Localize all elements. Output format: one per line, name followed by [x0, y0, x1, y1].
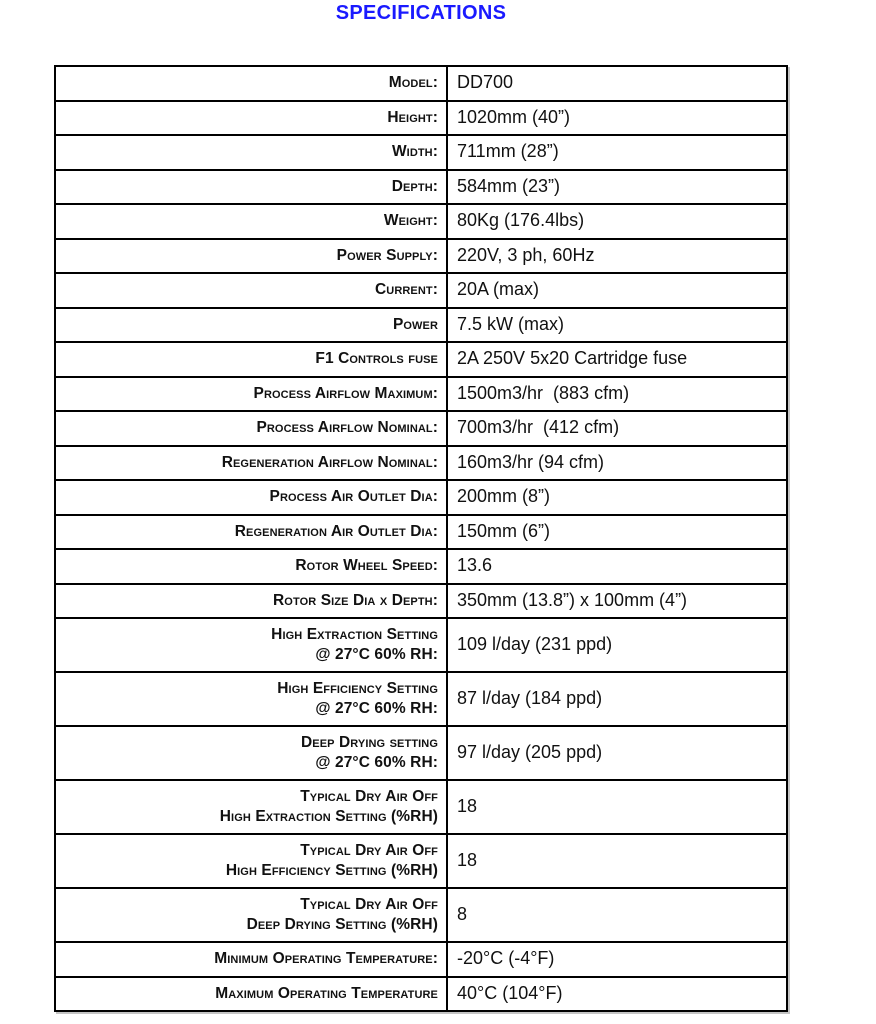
spec-label-line: High Extraction Setting (%RH)	[219, 808, 438, 825]
table-row	[56, 240, 786, 275]
spec-label-line: Width:	[391, 143, 438, 161]
table-row	[56, 673, 786, 727]
spec-label-line: @ 27°C 60% RH:	[315, 646, 438, 663]
spec-value-cell: 2A 250V 5x20 Cartridge fuse	[457, 348, 688, 369]
spec-label-line: Power Supply:	[336, 246, 438, 264]
spec-label-line: Rotor Wheel Speed:	[295, 557, 438, 575]
spec-value-cell: 80Kg (176.4lbs)	[457, 210, 585, 231]
spec-label-line: Depth:	[391, 177, 438, 195]
spec-label-line: Deep Drying setting	[300, 734, 438, 751]
table-row	[56, 781, 786, 835]
spec-label-cell	[56, 274, 448, 307]
spec-label-cell	[56, 412, 448, 445]
spec-label-line: Power	[392, 315, 438, 333]
spec-label-cell	[56, 67, 448, 100]
spec-label-cell	[56, 102, 448, 135]
spec-value-cell: 8	[457, 904, 468, 925]
spec-label-cell	[56, 835, 448, 887]
spec-value-cell: 40°C (104°F)	[457, 982, 563, 1003]
spec-value-cell: 109 l/day (231 ppd)	[457, 634, 613, 655]
spec-value-cell: -20°C (-4°F)	[457, 948, 555, 969]
table-row	[56, 309, 786, 344]
table-row	[56, 889, 786, 943]
spec-label-line: @ 27°C 60% RH:	[315, 754, 438, 771]
table-row	[56, 205, 786, 240]
spec-label-cell	[56, 343, 448, 376]
spec-value-cell: 160m3/hr (94 cfm)	[457, 451, 605, 472]
spec-label-cell	[56, 943, 448, 976]
spec-label-cell	[56, 619, 448, 671]
table-row	[56, 516, 786, 551]
spec-label-line: Process Air Outlet Dia:	[269, 488, 438, 506]
table-row	[56, 585, 786, 620]
spec-value-cell: 584mm (23”)	[457, 175, 561, 196]
spec-label-cell	[56, 781, 448, 833]
table-row	[56, 343, 786, 378]
spec-label-cell	[56, 136, 448, 169]
table-row	[56, 378, 786, 413]
spec-value-cell: 87 l/day (184 ppd)	[457, 688, 603, 709]
spec-label-line: Regeneration Airflow Nominal:	[221, 453, 438, 471]
spec-value-cell: 200mm (8”)	[457, 486, 551, 507]
table-row	[56, 274, 786, 309]
spec-value-cell: 1500m3/hr (883 cfm)	[457, 382, 630, 403]
table-row	[56, 481, 786, 516]
spec-label-cell	[56, 889, 448, 941]
spec-label-line: Deep Drying Setting (%RH)	[246, 916, 438, 933]
table-row	[56, 978, 786, 1011]
spec-value-cell: 13.6	[457, 555, 493, 576]
spec-label-cell	[56, 171, 448, 204]
spec-label-cell	[56, 447, 448, 480]
spec-label-line: F1 Controls fuse	[315, 350, 438, 368]
spec-table	[54, 65, 788, 1012]
table-row	[56, 550, 786, 585]
spec-label-line: Height:	[387, 108, 438, 126]
spec-label-cell	[56, 978, 448, 1011]
spec-label-line: Typical Dry Air Off	[300, 896, 438, 913]
spec-label-line: Process Airflow Maximum:	[253, 384, 438, 402]
spec-label-line: Weight:	[383, 212, 438, 230]
spec-value-cell: 150mm (6”)	[457, 520, 551, 541]
spec-label-line: Typical Dry Air Off	[300, 842, 438, 859]
spec-value-cell: DD700	[457, 72, 514, 93]
table-row	[56, 171, 786, 206]
table-row	[56, 835, 786, 889]
spec-value-cell: 7.5 kW (max)	[457, 313, 565, 334]
table-row	[56, 619, 786, 673]
spec-label-cell	[56, 585, 448, 618]
spec-label-line: Regeneration Air Outlet Dia:	[234, 522, 438, 540]
spec-value-cell: 711mm (28”)	[457, 141, 559, 162]
spec-value-cell: 1020mm (40”)	[457, 106, 571, 127]
page-title: SPECIFICATIONS	[335, 2, 507, 24]
spec-label-line: High Efficiency Setting	[277, 680, 438, 697]
spec-label-cell	[56, 673, 448, 725]
spec-label-cell	[56, 309, 448, 342]
spec-label-line: High Extraction Setting	[271, 626, 438, 643]
table-row	[56, 447, 786, 482]
spec-value-cell: 20A (max)	[457, 279, 540, 300]
table-row	[56, 943, 786, 978]
table-row	[56, 136, 786, 171]
spec-label-cell	[56, 481, 448, 514]
spec-label-line: Typical Dry Air Off	[300, 788, 438, 805]
spec-label-cell	[56, 378, 448, 411]
spec-label-cell	[56, 240, 448, 273]
spec-label-cell	[56, 550, 448, 583]
spec-value-cell: 18	[457, 796, 478, 817]
spec-label-cell	[56, 727, 448, 779]
spec-label-line: Current:	[375, 281, 438, 299]
spec-label-cell	[56, 205, 448, 238]
spec-label-line: Rotor Size Dia x Depth:	[273, 591, 438, 609]
table-row	[56, 102, 786, 137]
spec-label-line: @ 27°C 60% RH:	[315, 700, 438, 717]
spec-label-line: Maximum Operating Temperature	[215, 984, 438, 1002]
table-row	[56, 67, 786, 102]
spec-label-line: Model:	[388, 74, 438, 92]
table-row	[56, 727, 786, 781]
spec-value-cell: 18	[457, 850, 478, 871]
spec-label-cell	[56, 516, 448, 549]
spec-label-line: High Efficiency Setting (%RH)	[225, 862, 438, 879]
spec-label-line: Minimum Operating Temperature:	[214, 950, 438, 968]
spec-label-line: Process Airflow Nominal:	[256, 419, 438, 437]
spec-value-cell: 700m3/hr (412 cfm)	[457, 417, 620, 438]
spec-value-cell: 350mm (13.8”) x 100mm (4”)	[457, 589, 688, 610]
spec-value-cell: 97 l/day (205 ppd)	[457, 742, 603, 763]
spec-value-cell: 220V, 3 ph, 60Hz	[457, 244, 595, 265]
table-row	[56, 412, 786, 447]
